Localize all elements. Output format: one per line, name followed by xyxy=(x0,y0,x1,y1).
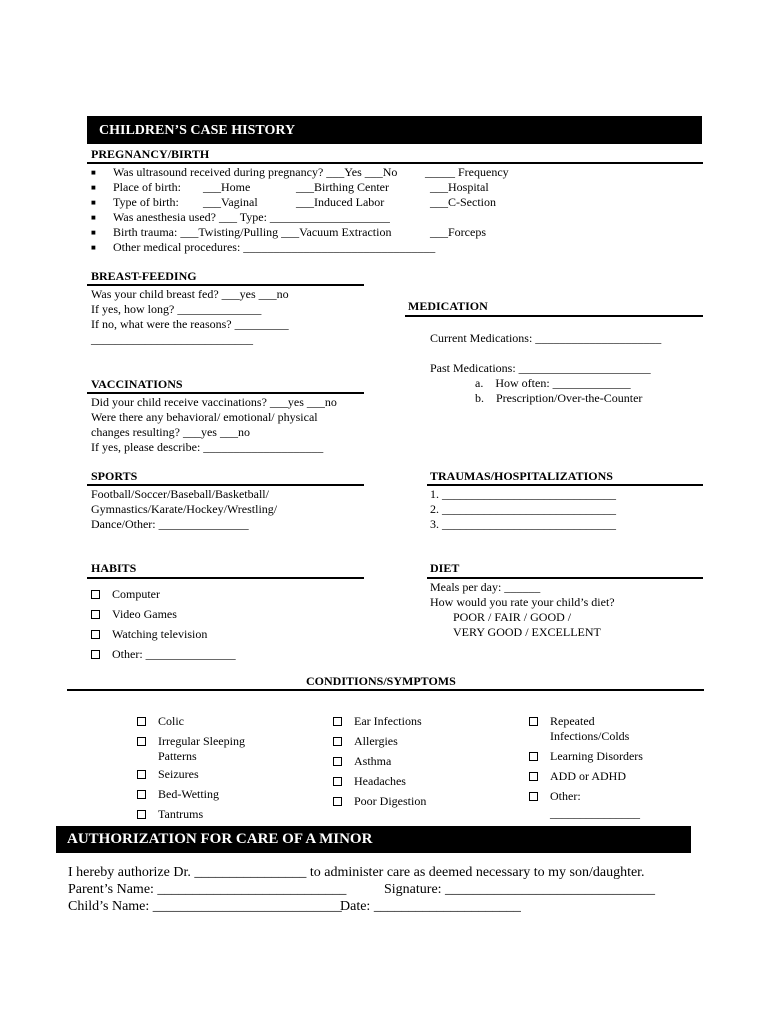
list-item: ■ Was ultrasound received during pregnancy? ___Yes ___No xyxy=(91,165,398,179)
checkbox[interactable] xyxy=(91,610,100,619)
conditions-col-2 xyxy=(333,711,426,811)
checkbox[interactable] xyxy=(91,590,100,599)
breastfed-question: Was your child breast fed? ___yes ___no xyxy=(91,287,289,301)
birth-forceps: ___Forceps xyxy=(430,225,486,239)
habit-other[interactable]: Other: _______________ xyxy=(91,644,236,664)
condition-poor-digestion[interactable]: Poor Digestion xyxy=(333,791,426,811)
authorization-bar xyxy=(56,826,691,853)
sports-heading: SPORTS xyxy=(91,469,138,483)
birth-center: ___Birthing Center xyxy=(296,180,389,194)
sports-other: Dance/Other: _______________ xyxy=(91,517,249,531)
list-item: ■ Place of birth: xyxy=(91,180,181,194)
diet-rating-options: POOR / FAIR / GOOD / xyxy=(453,610,572,624)
checkbox[interactable] xyxy=(91,650,100,659)
list-item: ■ Was anesthesia used? ___ Type: ____________________ xyxy=(91,210,390,224)
vaccinations-heading: VACCINATIONS xyxy=(91,377,183,391)
checkbox[interactable] xyxy=(529,717,538,726)
habit-television[interactable]: Watching television xyxy=(91,624,236,644)
bullet-icon: ■ xyxy=(91,167,96,177)
parent-name-field[interactable]: Parent’s Name: ___________________________ xyxy=(68,882,347,897)
bullet-icon: ■ xyxy=(91,227,96,237)
past-medications: Past Medications: ______________________ xyxy=(430,361,651,375)
birth-hospital: ___Hospital xyxy=(430,180,489,194)
breastfed-duration: If yes, how long? ______________ xyxy=(91,302,262,316)
checkbox[interactable] xyxy=(333,717,342,726)
vaccinations-changes-2: changes resulting? ___yes ___no xyxy=(91,425,250,439)
condition-add-adhd[interactable]: ADD or ADHD xyxy=(529,766,643,786)
birth-csection: ___C-Section xyxy=(430,195,496,209)
sports-body xyxy=(91,487,277,532)
checkbox[interactable] xyxy=(91,630,100,639)
sports-rule xyxy=(87,484,364,486)
bullet-icon: ■ xyxy=(91,182,96,192)
condition-ear-infections[interactable]: Ear Infections xyxy=(333,711,426,731)
list-item: ■ Type of birth: xyxy=(91,195,179,209)
birth-induced: ___Induced Labor xyxy=(296,195,385,209)
birth-vaginal: ___Vaginal xyxy=(203,195,258,209)
condition-tantrums[interactable]: Tantrums xyxy=(137,804,245,824)
diet-body xyxy=(430,580,615,640)
trauma-line-3: 3. _____________________________ xyxy=(430,517,616,531)
condition-irregular-sleeping[interactable]: Irregular Sleeping Patterns xyxy=(137,731,245,764)
traumas-rule xyxy=(427,484,703,486)
medication-heading: MEDICATION xyxy=(408,299,488,313)
condition-seizures[interactable]: Seizures xyxy=(137,764,245,784)
condition-headaches[interactable]: Headaches xyxy=(333,771,426,791)
checkbox[interactable] xyxy=(137,790,146,799)
vaccinations-question: Did your child receive vaccinations? ___yes ___no xyxy=(91,395,337,409)
birth-home: ___Home xyxy=(203,180,251,194)
checkbox[interactable] xyxy=(333,757,342,766)
form-title: CHILDREN’S CASE HISTORY xyxy=(99,123,296,138)
habit-video-games[interactable]: Video Games xyxy=(91,604,236,624)
condition-other-line: _______________ xyxy=(550,806,640,820)
date-field[interactable]: Date: _____________________ xyxy=(340,899,521,914)
breastfed-reasons-line: ___________________________ xyxy=(91,332,253,346)
diet-rule xyxy=(427,577,703,579)
child-name-field[interactable]: Child’s Name: ___________________________ xyxy=(68,899,342,914)
traumas-heading: TRAUMAS/HOSPITALIZATIONS xyxy=(430,469,613,483)
conditions-col-3 xyxy=(529,711,643,820)
signature-field[interactable]: Signature: ______________________________ xyxy=(384,882,656,897)
condition-allergies[interactable]: Allergies xyxy=(333,731,426,751)
checkbox[interactable] xyxy=(137,717,146,726)
trauma-line-2: 2. _____________________________ xyxy=(430,502,616,516)
breastfed-reasons: If no, what were the reasons? _________ xyxy=(91,317,289,331)
conditions-rule xyxy=(67,689,704,691)
authorization-title: AUTHORIZATION FOR CARE OF A MINOR xyxy=(67,831,373,847)
habits-rule xyxy=(87,577,364,579)
vaccinations-changes: Were there any behavioral/ emotional/ physical xyxy=(91,410,318,424)
diet-rating-options-2: VERY GOOD / EXCELLENT xyxy=(453,625,601,639)
ultrasound-frequency: _____ Frequency xyxy=(425,165,509,179)
checkbox[interactable] xyxy=(333,737,342,746)
prescription-otc: b. Prescription/Over-the-Counter xyxy=(475,391,643,405)
diet-rating-question: How would you rate your child’s diet? xyxy=(430,595,615,609)
sports-line: Gymnastics/Karate/Hockey/Wrestling/ xyxy=(91,502,278,516)
vaccinations-body xyxy=(91,395,337,455)
list-item: ■ Other medical procedures: ________________________________ xyxy=(91,240,436,254)
bullet-icon: ■ xyxy=(91,242,96,252)
medication-rule xyxy=(405,315,703,317)
meals-per-day: Meals per day: ______ xyxy=(430,580,541,594)
current-medications: Current Medications: _____________________ xyxy=(430,331,662,345)
bullet-icon: ■ xyxy=(91,212,96,222)
checkbox[interactable] xyxy=(529,752,538,761)
condition-other[interactable]: Other: xyxy=(529,786,643,806)
list-item: ■ Birth trauma: ___Twisting/Pulling ___Vacuum Extraction xyxy=(91,225,392,239)
trauma-line-1: 1. _____________________________ xyxy=(430,487,616,501)
checkbox[interactable] xyxy=(137,737,146,746)
how-often: a. How often: _____________ xyxy=(475,376,631,390)
pregnancy-heading: PREGNANCY/BIRTH xyxy=(91,147,210,161)
condition-bed-wetting[interactable]: Bed-Wetting xyxy=(137,784,245,804)
form-title-bar xyxy=(87,116,702,144)
breastfeeding-heading: BREAST-FEEDING xyxy=(91,269,197,283)
habit-computer[interactable]: Computer xyxy=(91,584,236,604)
pregnancy-rule xyxy=(87,162,703,164)
conditions-col-1 xyxy=(137,711,245,824)
checkbox[interactable] xyxy=(137,770,146,779)
condition-repeated-infections[interactable]: Repeated Infections/Colds xyxy=(529,711,643,746)
authorization-statement: I hereby authorize Dr. ________________ to administer care as deemed necessary to my son/daughter. xyxy=(68,865,645,880)
conditions-heading: CONDITIONS/SYMPTOMS xyxy=(306,674,456,688)
condition-learning-disorders[interactable]: Learning Disorders xyxy=(529,746,643,766)
condition-asthma[interactable]: Asthma xyxy=(333,751,426,771)
sports-line: Football/Soccer/Baseball/Basketball/ xyxy=(91,487,269,501)
habits-list xyxy=(91,584,236,664)
breastfeeding-body xyxy=(91,287,289,347)
habits-heading: HABITS xyxy=(91,561,137,575)
vaccinations-describe: If yes, please describe: ____________________ xyxy=(91,440,324,454)
checkbox[interactable] xyxy=(333,777,342,786)
checkbox[interactable] xyxy=(529,772,538,781)
checkbox[interactable] xyxy=(137,810,146,819)
checkbox[interactable] xyxy=(333,797,342,806)
checkbox[interactable] xyxy=(529,792,538,801)
breastfeeding-rule xyxy=(87,284,364,286)
traumas-body xyxy=(430,487,616,532)
condition-colic[interactable]: Colic xyxy=(137,711,245,731)
bullet-icon: ■ xyxy=(91,197,96,207)
diet-heading: DIET xyxy=(430,561,460,575)
vaccinations-rule xyxy=(87,392,364,394)
